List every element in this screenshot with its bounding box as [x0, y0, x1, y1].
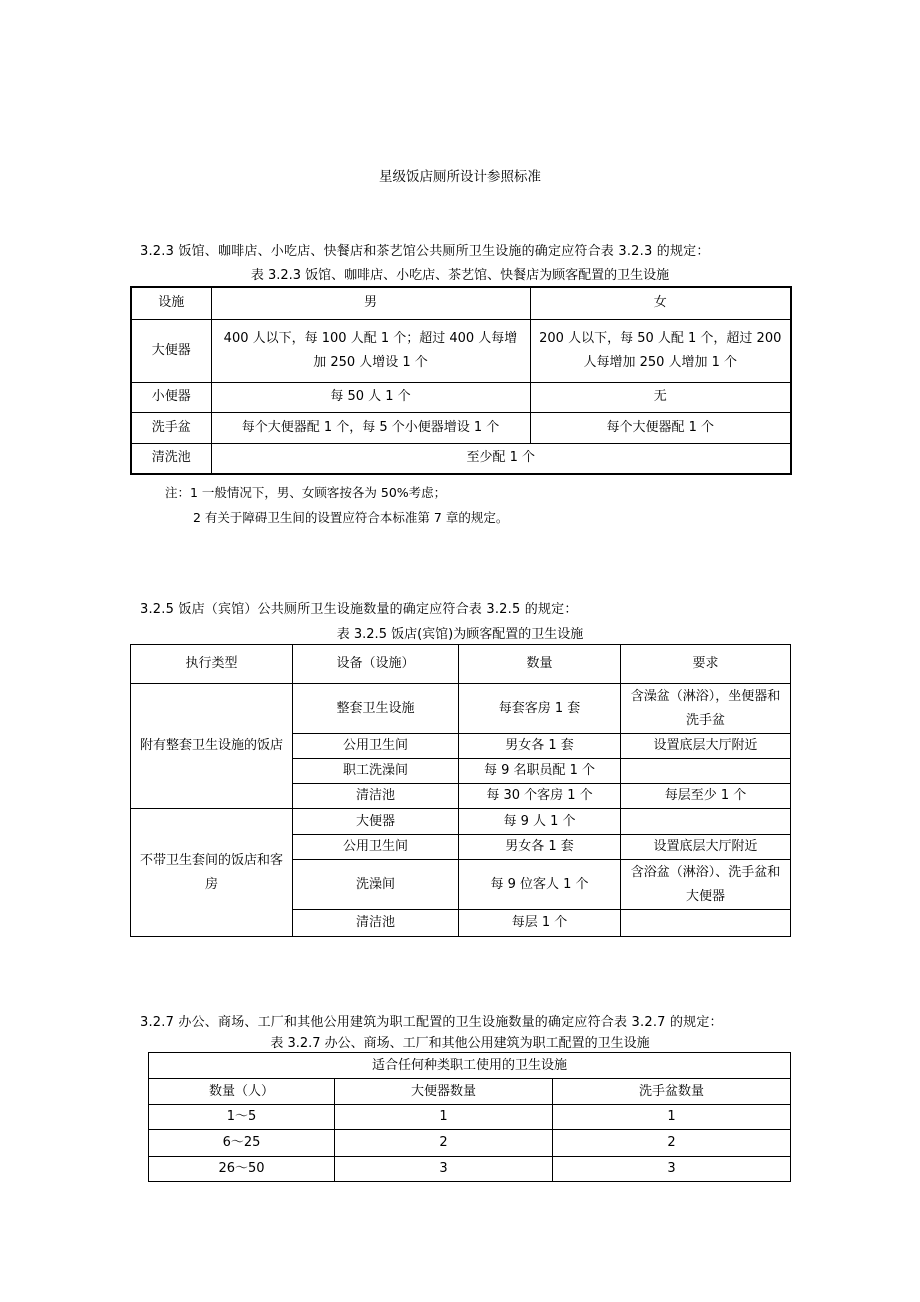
type-cell: 不带卫生套间的饭店和客房 — [131, 809, 293, 937]
quantity-cell: 男女各 1 套 — [459, 734, 621, 759]
section-323-intro: 3.2.3 饭馆、咖啡店、小吃店、快餐店和茶艺馆公共厕所卫生设施的确定应符合表 3.2.3 的规定： — [140, 244, 710, 259]
row-label: 洗手盆 — [131, 412, 211, 443]
male-cell: 每个大便器配 1 个，每 5 个小便器增设 1 个 — [211, 412, 530, 443]
header-cell: 数量 — [459, 645, 621, 684]
page-title: 星级饭店厕所设计参照标准 — [379, 169, 541, 185]
device-cell: 清洁池 — [293, 910, 459, 937]
table-327-caption: 表 3.2.7 办公、商场、工厂和其他公用建筑为职工配置的卫生设施 — [270, 1036, 650, 1051]
count-cell: 6～25 — [149, 1130, 335, 1157]
merged-cell: 至少配 1 个 — [211, 443, 791, 474]
section-327-intro: 3.2.7 办公、商场、工厂和其他公用建筑为职工配置的卫生设施数量的确定应符合表 3.2.7 的规定： — [140, 1015, 723, 1030]
quantity-cell: 每层 1 个 — [459, 910, 621, 937]
row-label: 小便器 — [131, 382, 211, 412]
count-cell: 26～50 — [149, 1157, 335, 1182]
toilet-count-cell: 2 — [335, 1130, 553, 1157]
basin-count-cell: 3 — [553, 1157, 791, 1182]
note-2: 2 有关于障碍卫生间的设置应符合本标准第 7 章的规定。 — [193, 510, 509, 525]
header-cell: 设施 — [131, 287, 211, 319]
count-cell: 1～5 — [149, 1105, 335, 1130]
requirement-cell — [621, 809, 791, 835]
male-cell: 400 人以下，每 100 人配 1 个；超过 400 人每增加 250 人增设 1 个 — [211, 319, 530, 382]
header-cell: 女 — [530, 287, 791, 319]
device-cell: 公用卫生间 — [293, 734, 459, 759]
table-327 — [148, 1052, 791, 1182]
header-cell: 执行类型 — [131, 645, 293, 684]
quantity-cell: 每套客房 1 套 — [459, 684, 621, 734]
table-323 — [130, 286, 792, 475]
header-cell: 设备（设施） — [293, 645, 459, 684]
device-cell: 职工洗澡间 — [293, 759, 459, 784]
section-325-intro: 3.2.5 饭店（宾馆）公共厕所卫生设施数量的确定应符合表 3.2.5 的规定： — [140, 602, 578, 617]
requirement-cell — [621, 759, 791, 784]
row-label: 清洗池 — [131, 443, 211, 474]
quantity-cell: 男女各 1 套 — [459, 835, 621, 860]
header-cell: 洗手盆数量 — [553, 1079, 791, 1105]
table-323-caption: 表 3.2.3 饭馆、咖啡店、小吃店、茶艺馆、快餐店为顾客配置的卫生设施 — [250, 268, 670, 283]
basin-count-cell: 1 — [553, 1105, 791, 1130]
quantity-cell: 每 9 人 1 个 — [459, 809, 621, 835]
header-cell: 大便器数量 — [335, 1079, 553, 1105]
requirement-cell: 设置底层大厅附近 — [621, 835, 791, 860]
table-325 — [130, 644, 791, 937]
quantity-cell: 每 9 名职员配 1 个 — [459, 759, 621, 784]
toilet-count-cell: 3 — [335, 1157, 553, 1182]
table-banner: 适合任何种类职工使用的卫生设施 — [149, 1053, 791, 1079]
device-cell: 整套卫生设施 — [293, 684, 459, 734]
quantity-cell: 每 9 位客人 1 个 — [459, 860, 621, 910]
female-cell: 无 — [530, 382, 791, 412]
male-cell: 每 50 人 1 个 — [211, 382, 530, 412]
requirement-cell: 含浴盆（淋浴）、洗手盆和大便器 — [621, 860, 791, 910]
table-325-caption: 表 3.2.5 饭店(宾馆)为顾客配置的卫生设施 — [336, 627, 584, 642]
header-cell: 男 — [211, 287, 530, 319]
requirement-cell: 设置底层大厅附近 — [621, 734, 791, 759]
female-cell: 200 人以下，每 50 人配 1 个，超过 200 人每增加 250 人增加 1 个 — [530, 319, 791, 382]
header-cell: 要求 — [621, 645, 791, 684]
device-cell: 大便器 — [293, 809, 459, 835]
device-cell: 清洁池 — [293, 784, 459, 809]
toilet-count-cell: 1 — [335, 1105, 553, 1130]
quantity-cell: 每 30 个客房 1 个 — [459, 784, 621, 809]
device-cell: 洗澡间 — [293, 860, 459, 910]
requirement-cell: 每层至少 1 个 — [621, 784, 791, 809]
requirement-cell: 含澡盆（淋浴），坐便器和洗手盆 — [621, 684, 791, 734]
female-cell: 每个大便器配 1 个 — [530, 412, 791, 443]
basin-count-cell: 2 — [553, 1130, 791, 1157]
device-cell: 公用卫生间 — [293, 835, 459, 860]
row-label: 大便器 — [131, 319, 211, 382]
type-cell: 附有整套卫生设施的饭店 — [131, 684, 293, 809]
requirement-cell — [621, 910, 791, 937]
note-1: 注：1 一般情况下，男、女顾客按各为 50%考虑； — [165, 485, 447, 500]
header-cell: 数量（人） — [149, 1079, 335, 1105]
